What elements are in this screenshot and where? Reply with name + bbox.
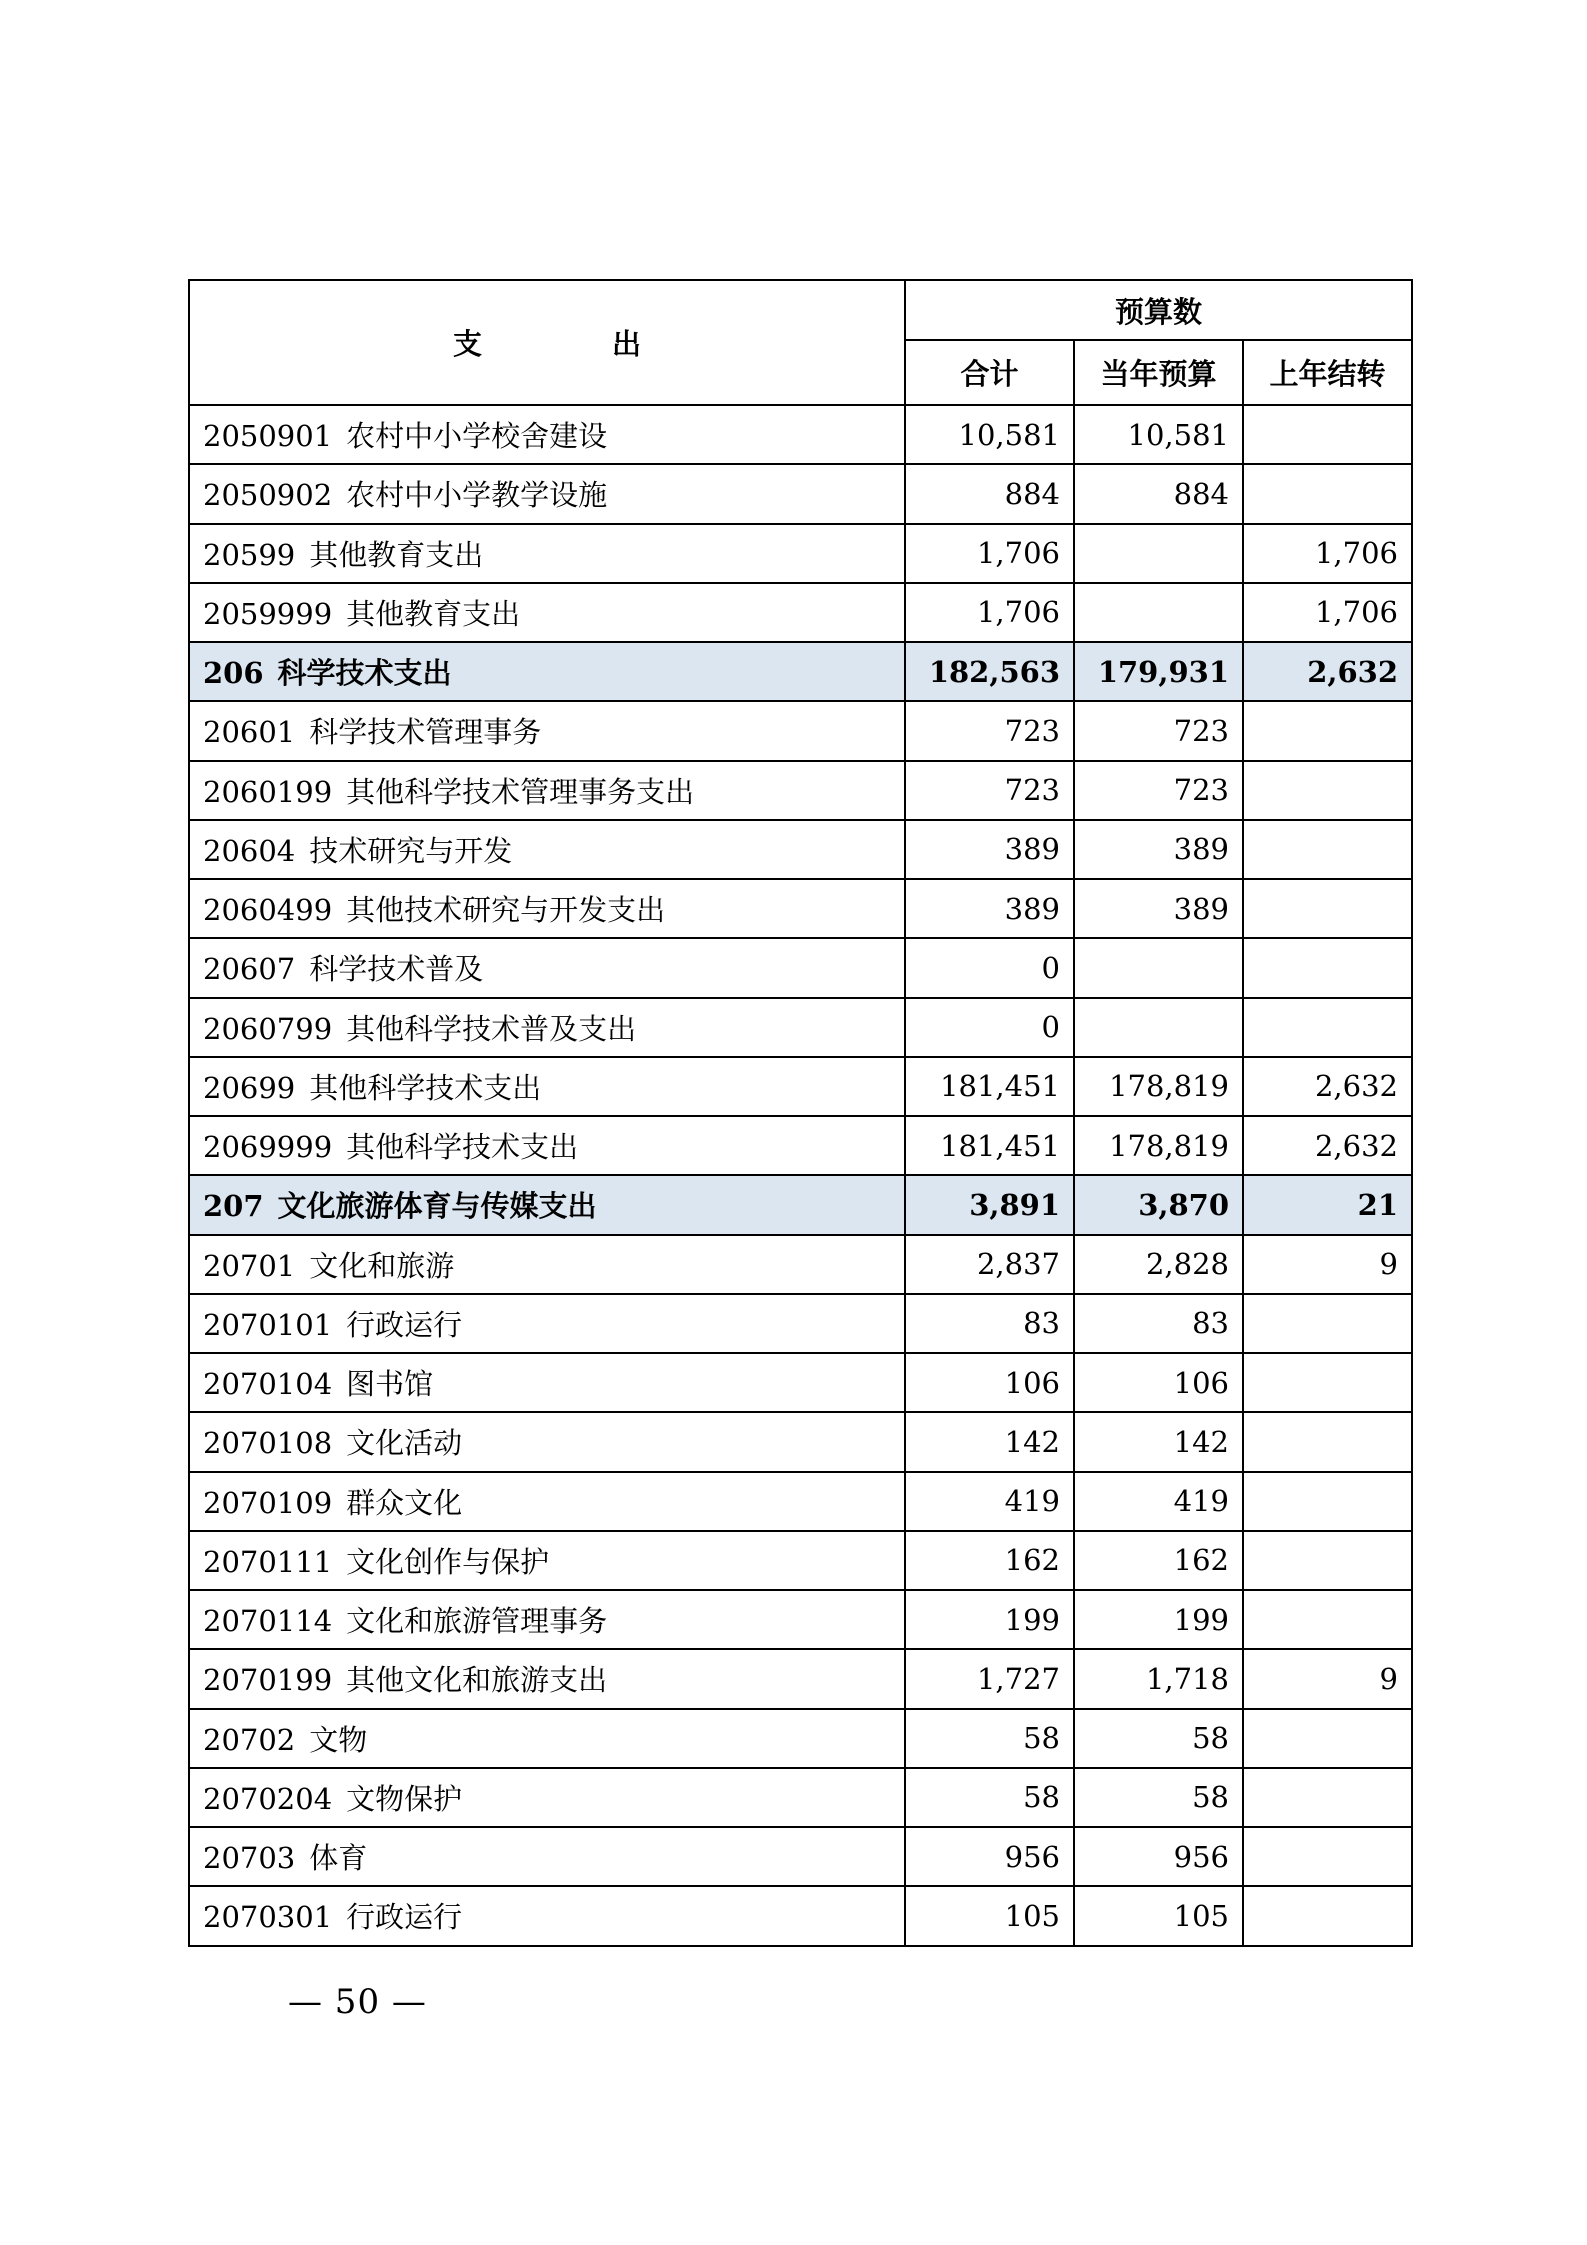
cell-total: 1,706 [905, 524, 1074, 583]
cell-carryover [1243, 405, 1412, 464]
cell-total: 106 [905, 1353, 1074, 1412]
cell-current-year [1074, 938, 1243, 997]
cell-item [189, 1590, 905, 1649]
table-row [189, 583, 1412, 642]
item-code: 2070199 [203, 1663, 333, 1698]
item-name: 科学技术管理事务 [309, 715, 542, 750]
header-expenditure: 支出 [189, 280, 905, 405]
item-name: 文化和旅游 [309, 1248, 455, 1283]
cell-current-year: 199 [1074, 1590, 1243, 1649]
table-row [189, 1353, 1412, 1412]
table-row [189, 938, 1412, 997]
cell-total: 1,706 [905, 583, 1074, 642]
item-code: 2070108 [203, 1426, 333, 1461]
cell-total: 142 [905, 1412, 1074, 1471]
cell-item [189, 1412, 905, 1471]
table-row [189, 1412, 1412, 1471]
table-row [189, 1472, 1412, 1531]
item-name: 图书馆 [346, 1367, 434, 1402]
header-carryover: 上年结转 [1243, 340, 1412, 405]
cell-carryover [1243, 998, 1412, 1057]
cell-total: 884 [905, 464, 1074, 523]
cell-total: 199 [905, 1590, 1074, 1649]
item-name: 体育 [309, 1841, 368, 1876]
item-name: 其他科学技术管理事务支出 [346, 774, 695, 809]
table-row [189, 701, 1412, 760]
item-code: 20604 [203, 833, 296, 868]
cell-current-year: 2,828 [1074, 1235, 1243, 1294]
cell-current-year: 1,718 [1074, 1649, 1243, 1708]
cell-item [189, 583, 905, 642]
cell-total: 162 [905, 1531, 1074, 1590]
table-row [189, 1531, 1412, 1590]
item-code: 2070114 [203, 1604, 333, 1639]
table-row [189, 1294, 1412, 1353]
item-name: 其他文化和旅游支出 [346, 1663, 608, 1698]
item-code: 2070301 [203, 1900, 333, 1935]
cell-carryover [1243, 1531, 1412, 1590]
cell-current-year: 419 [1074, 1472, 1243, 1531]
table-row [189, 820, 1412, 879]
cell-item [189, 1175, 905, 1234]
cell-total: 181,451 [905, 1116, 1074, 1175]
item-code: 207 [203, 1189, 264, 1224]
item-code: 2060799 [203, 1011, 333, 1046]
item-name: 文化旅游体育与传媒支出 [277, 1189, 597, 1224]
cell-total: 0 [905, 998, 1074, 1057]
cell-current-year: 956 [1074, 1827, 1243, 1886]
item-name: 行政运行 [346, 1307, 463, 1342]
cell-total: 3,891 [905, 1175, 1074, 1234]
item-name: 农村中小学校舍建设 [346, 419, 608, 454]
table-row [189, 998, 1412, 1057]
cell-item [189, 524, 905, 583]
table-row [189, 1709, 1412, 1768]
item-code: 20702 [203, 1722, 296, 1757]
table-row [189, 879, 1412, 938]
budget-expenditure-table [188, 279, 1413, 1947]
table-row [189, 1886, 1412, 1945]
item-code: 2059999 [203, 596, 333, 631]
cell-current-year: 389 [1074, 820, 1243, 879]
cell-total: 389 [905, 879, 1074, 938]
cell-current-year: 105 [1074, 1886, 1243, 1945]
cell-item [189, 1827, 905, 1886]
cell-item [189, 1531, 905, 1590]
table-row [189, 761, 1412, 820]
cell-carryover: 9 [1243, 1649, 1412, 1708]
cell-carryover: 1,706 [1243, 524, 1412, 583]
cell-current-year: 178,819 [1074, 1057, 1243, 1116]
item-code: 20701 [203, 1248, 296, 1283]
table-row [189, 464, 1412, 523]
cell-item [189, 1649, 905, 1708]
cell-item [189, 1886, 905, 1945]
item-code: 20601 [203, 715, 296, 750]
item-code: 2050902 [203, 478, 333, 513]
item-name: 其他科学技术支出 [346, 1130, 579, 1165]
item-code: 2060499 [203, 893, 333, 928]
cell-current-year: 884 [1074, 464, 1243, 523]
item-name: 其他科学技术普及支出 [346, 1011, 637, 1046]
cell-carryover [1243, 1353, 1412, 1412]
cell-total: 182,563 [905, 642, 1074, 701]
cell-item [189, 1353, 905, 1412]
cell-carryover [1243, 1827, 1412, 1886]
table-row-category [189, 642, 1412, 701]
item-code: 20607 [203, 952, 296, 987]
table-header [189, 280, 1412, 405]
item-code: 2070101 [203, 1307, 333, 1342]
cell-total: 723 [905, 761, 1074, 820]
cell-total: 58 [905, 1768, 1074, 1827]
cell-current-year: 83 [1074, 1294, 1243, 1353]
item-name: 文化和旅游管理事务 [346, 1604, 608, 1639]
item-code: 20703 [203, 1841, 296, 1876]
cell-carryover: 2,632 [1243, 1057, 1412, 1116]
cell-current-year: 723 [1074, 701, 1243, 760]
cell-item [189, 879, 905, 938]
item-code: 20599 [203, 537, 296, 572]
item-name: 技术研究与开发 [309, 833, 513, 868]
cell-current-year: 162 [1074, 1531, 1243, 1590]
cell-item [189, 1472, 905, 1531]
cell-current-year: 10,581 [1074, 405, 1243, 464]
cell-carryover [1243, 701, 1412, 760]
cell-total: 1,727 [905, 1649, 1074, 1708]
table-row [189, 1827, 1412, 1886]
cell-current-year: 58 [1074, 1768, 1243, 1827]
page-number: — 50 — [288, 1982, 427, 2022]
cell-carryover [1243, 1294, 1412, 1353]
item-code: 2050901 [203, 419, 333, 454]
item-name: 其他教育支出 [309, 537, 484, 572]
cell-total: 58 [905, 1709, 1074, 1768]
item-name: 其他技术研究与开发支出 [346, 893, 666, 928]
item-name: 群众文化 [346, 1485, 463, 1520]
item-name: 其他科学技术支出 [309, 1070, 542, 1105]
cell-carryover [1243, 1768, 1412, 1827]
cell-carryover [1243, 1709, 1412, 1768]
cell-current-year: 179,931 [1074, 642, 1243, 701]
cell-item [189, 1235, 905, 1294]
cell-carryover [1243, 464, 1412, 523]
cell-item [189, 642, 905, 701]
cell-total: 10,581 [905, 405, 1074, 464]
cell-current-year [1074, 998, 1243, 1057]
cell-carryover: 21 [1243, 1175, 1412, 1234]
table-row [189, 524, 1412, 583]
item-code: 2070109 [203, 1485, 333, 1520]
item-name: 文物 [309, 1722, 368, 1757]
item-name: 文物保护 [346, 1781, 463, 1816]
cell-item [189, 405, 905, 464]
cell-item [189, 701, 905, 760]
table-row [189, 1057, 1412, 1116]
cell-total: 2,837 [905, 1235, 1074, 1294]
table-row [189, 1116, 1412, 1175]
cell-item [189, 1768, 905, 1827]
item-code: 20699 [203, 1070, 296, 1105]
cell-carryover: 1,706 [1243, 583, 1412, 642]
cell-total: 389 [905, 820, 1074, 879]
item-name: 科学技术支出 [277, 656, 452, 691]
cell-carryover: 2,632 [1243, 1116, 1412, 1175]
cell-total: 0 [905, 938, 1074, 997]
cell-carryover [1243, 1472, 1412, 1531]
cell-carryover [1243, 938, 1412, 997]
cell-total: 83 [905, 1294, 1074, 1353]
item-name: 其他教育支出 [346, 596, 521, 631]
cell-current-year: 723 [1074, 761, 1243, 820]
cell-carryover [1243, 761, 1412, 820]
table-row [189, 405, 1412, 464]
cell-item [189, 998, 905, 1057]
cell-carryover: 2,632 [1243, 642, 1412, 701]
cell-total: 105 [905, 1886, 1074, 1945]
table-body [189, 405, 1412, 1946]
cell-item [189, 1057, 905, 1116]
table-row [189, 1235, 1412, 1294]
cell-carryover [1243, 1412, 1412, 1471]
cell-item [189, 761, 905, 820]
header-current-year: 当年预算 [1074, 340, 1243, 405]
item-code: 2070111 [203, 1544, 333, 1579]
item-name: 文化创作与保护 [346, 1544, 550, 1579]
item-code: 206 [203, 656, 264, 691]
cell-carryover [1243, 1590, 1412, 1649]
item-code: 2070204 [203, 1781, 333, 1816]
item-name: 科学技术普及 [309, 952, 484, 987]
cell-carryover [1243, 820, 1412, 879]
cell-carryover [1243, 1886, 1412, 1945]
cell-current-year [1074, 524, 1243, 583]
cell-current-year: 58 [1074, 1709, 1243, 1768]
cell-current-year: 178,819 [1074, 1116, 1243, 1175]
cell-total: 956 [905, 1827, 1074, 1886]
cell-item [189, 938, 905, 997]
table-row [189, 1768, 1412, 1827]
table-row [189, 1649, 1412, 1708]
cell-current-year [1074, 583, 1243, 642]
cell-item [189, 1116, 905, 1175]
cell-total: 723 [905, 701, 1074, 760]
item-name: 行政运行 [346, 1900, 463, 1935]
item-code: 2060199 [203, 774, 333, 809]
cell-item [189, 1709, 905, 1768]
item-name: 农村中小学教学设施 [346, 478, 608, 513]
item-code: 2070104 [203, 1367, 333, 1402]
cell-current-year: 106 [1074, 1353, 1243, 1412]
header-total: 合计 [905, 340, 1074, 405]
table-row-category [189, 1175, 1412, 1234]
cell-carryover [1243, 879, 1412, 938]
cell-current-year: 389 [1074, 879, 1243, 938]
cell-current-year: 3,870 [1074, 1175, 1243, 1234]
cell-current-year: 142 [1074, 1412, 1243, 1471]
item-name: 文化活动 [346, 1426, 463, 1461]
cell-item [189, 1294, 905, 1353]
cell-total: 181,451 [905, 1057, 1074, 1116]
cell-item [189, 464, 905, 523]
cell-item [189, 820, 905, 879]
item-code: 2069999 [203, 1130, 333, 1165]
header-budget-group: 预算数 [905, 280, 1412, 340]
table-row [189, 1590, 1412, 1649]
cell-total: 419 [905, 1472, 1074, 1531]
cell-carryover: 9 [1243, 1235, 1412, 1294]
